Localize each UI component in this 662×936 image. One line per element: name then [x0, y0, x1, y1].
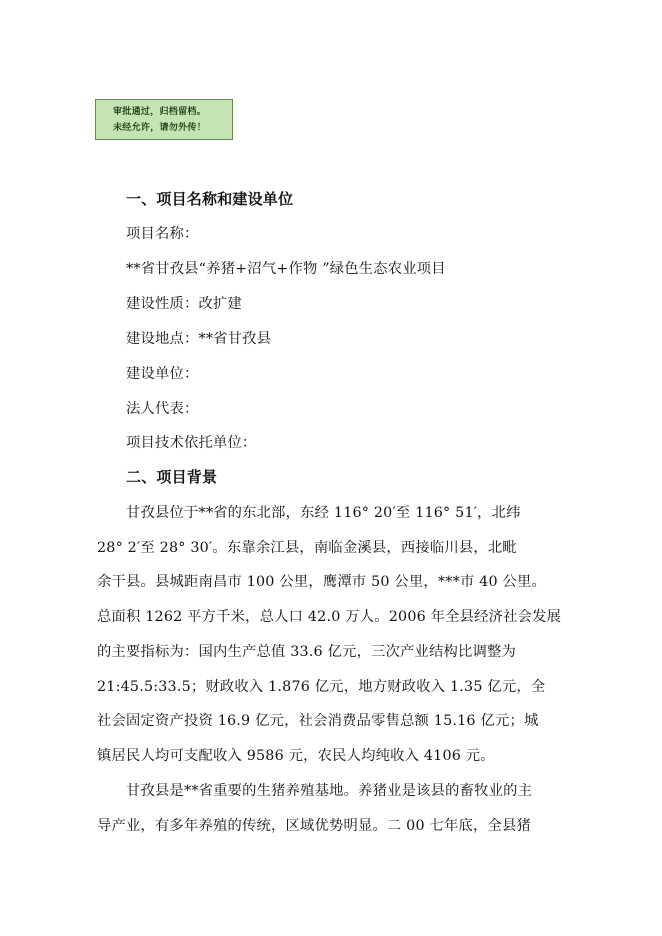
paragraph-line: 甘孜县是**省重要的生猪养殖基地。养猪业是该县的畜牧业的主 [126, 783, 533, 799]
stamp-line-2: 未经允许，请勿外传！ [113, 123, 207, 133]
construction-unit: 建设单位： [126, 366, 199, 382]
paragraph-line: 甘孜县位于**省的东北部，东经 116° 20′至 116° 51′，北纬 [126, 505, 521, 521]
paragraph-line: 导产业，有多年养殖的传统，区域优势明显。二 00 七年底，全县猪 [97, 818, 531, 834]
section-1-heading: 一、项目名称和建设单位 [126, 190, 294, 208]
paragraph-line: 的主要指标为：国内生产总值 33.6 亿元，三次产业结构比调整为 [97, 644, 517, 660]
paragraph-line: 总面积 1262 平方千米，总人口 42.0 万人。2006 年全县经济社会发展 [97, 609, 562, 625]
construction-nature: 建设性质：改扩建 [126, 296, 242, 312]
approval-stamp [95, 99, 233, 140]
paragraph-line: 余干县。县城距南昌市 100 公里，鹰潭市 50 公里，***市 40 公里。 [97, 574, 547, 590]
paragraph-line: 28° 2′至 28° 30′。东靠余江县，南临金溪县，西接临川县，北毗 [97, 540, 517, 556]
project-name-label: 项目名称： [126, 226, 199, 242]
construction-location: 建设地点：**省甘孜县 [126, 331, 272, 347]
paragraph-line: 镇居民人均可支配收入 9586 元，农民人均纯收入 4106 元。 [97, 748, 495, 764]
section-2-heading: 二、项目背景 [126, 468, 218, 486]
project-name-value: **省甘孜县“养猪+沼气+作物 ”绿色生态农业项目 [126, 261, 446, 277]
legal-representative: 法人代表： [126, 401, 199, 417]
paragraph-line: 社会固定资产投资 16.9 亿元，社会消费品零售总额 15.16 亿元；城 [97, 713, 539, 729]
tech-support-unit: 项目技术依托单位： [126, 435, 257, 451]
paragraph-line: 21:45.5:33.5；财政收入 1.876 亿元，地方财政收入 1.35 亿元，全 [97, 679, 546, 695]
stamp-line-1: 审批通过，归档留档。 [113, 107, 207, 117]
